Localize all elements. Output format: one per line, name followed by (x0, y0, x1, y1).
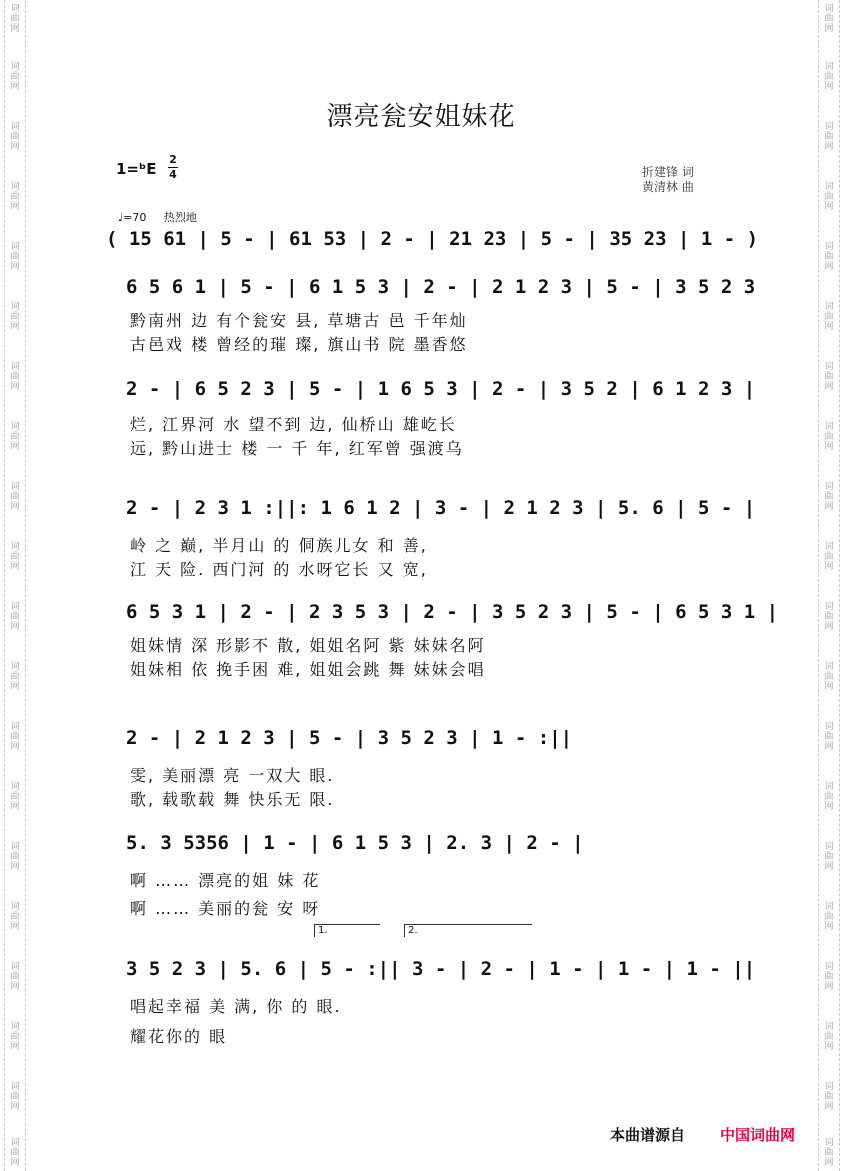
watermark-text: 词 曲 网 (10, 482, 20, 512)
watermark-text: 词 曲 网 (824, 362, 834, 392)
lyric-verse-1: 雯, 美丽漂 亮 一双大 眼. (130, 766, 335, 785)
notes-line: 5. 3 5356 | 1 - | 6 1 5 3 | 2. 3 | 2 - | (126, 832, 584, 854)
watermark-text: 词 曲 网 (824, 542, 834, 572)
site-name-link[interactable]: 中国词曲网 (720, 1126, 796, 1144)
right-watermark-strip (818, 0, 840, 1171)
tempo-expression: 热烈地 (163, 211, 197, 224)
left-watermark-strip (4, 0, 26, 1171)
notes-line: ( 15 61 | 5 - | 61 53 | 2 - | 21 23 | 5 - | 35 23 | 1 - ) (106, 228, 759, 250)
time-signature (168, 154, 178, 181)
lyric-verse-2: 耀花你的 眼 (130, 1027, 228, 1046)
lyric-verse-1: 啊 …… 漂亮的姐 妹 花 (130, 871, 321, 890)
composer-role: 曲 (681, 180, 694, 194)
watermark-text: 词 曲 网 (10, 182, 20, 212)
watermark-text: 词 曲 网 (824, 722, 834, 752)
watermark-text: 词 曲 网 (10, 842, 20, 872)
notes-line: 2 - | 2 1 2 3 | 5 - | 3 5 2 3 | 1 - :|| (126, 727, 573, 749)
watermark-text: 词 曲 网 (824, 1082, 834, 1112)
composer-credit (642, 178, 694, 195)
watermark-text: 词 曲 网 (10, 1022, 20, 1052)
lyricist-name: 折建锋 (642, 165, 679, 179)
watermark-text: 词 曲 网 (824, 4, 834, 34)
notes-line: 3 5 2 3 | 5. 6 | 5 - :|| 3 - | 2 - | 1 - | 1 - | 1 - || (126, 958, 756, 980)
watermark-text: 词 曲 网 (10, 962, 20, 992)
source-label: 本曲谱源自 (610, 1126, 686, 1144)
watermark-text: 词 曲 网 (10, 542, 20, 572)
lyric-verse-1: 姐妹情 深 形影不 散, 姐姐名阿 紫 妹妹名阿 (130, 636, 486, 655)
lyric-verse-1: 黔南州 边 有个瓮安 县, 草塘古 邑 千年灿 (130, 311, 468, 330)
watermark-text: 词 曲 网 (824, 782, 834, 812)
notes-line: 2 - | 2 3 1 :||: 1 6 1 2 | 3 - | 2 1 2 3 | 5. 6 | 5 - | (126, 497, 756, 519)
watermark-text: 词 曲 网 (824, 1138, 834, 1168)
watermark-text: 词 曲 网 (824, 842, 834, 872)
watermark-text: 词 曲 网 (824, 1022, 834, 1052)
tempo-marking (118, 209, 197, 225)
tempo-mark: ♩=70 (118, 211, 147, 224)
watermark-text: 词 曲 网 (824, 302, 834, 332)
lyric-verse-1: 唱起幸福 美 满, 你 的 眼. (130, 997, 342, 1016)
watermark-text: 词 曲 网 (10, 1082, 20, 1112)
watermark-text: 词 曲 网 (10, 602, 20, 632)
lyricist-role: 词 (681, 165, 694, 179)
watermark-text: 词 曲 网 (10, 722, 20, 752)
lyric-verse-2: 古邑戏 楼 曾经的璀 璨, 旗山书 院 墨香悠 (130, 335, 468, 354)
lyric-verse-2: 啊 …… 美丽的瓮 安 呀 (130, 899, 321, 918)
watermark-text: 词 曲 网 (824, 662, 834, 692)
lyric-verse-1: 岭 之 巅, 半月山 的 侗族儿女 和 善, (130, 536, 428, 555)
watermark-text: 词 曲 网 (10, 422, 20, 452)
watermark-text: 词 曲 网 (10, 302, 20, 332)
watermark-text: 词 曲 网 (824, 242, 834, 272)
first-ending-bracket: 1. (314, 924, 380, 937)
lyric-verse-2: 歌, 载歌载 舞 快乐无 限. (130, 790, 335, 809)
watermark-text: 词 曲 网 (10, 1138, 20, 1168)
lyric-verse-2: 远, 黔山进士 楼 一 千 年, 红军曾 强渡乌 (130, 439, 464, 458)
watermark-text: 词 曲 网 (824, 962, 834, 992)
composer-name: 黄清林 (642, 180, 679, 194)
lyric-verse-1: 烂, 江界河 水 望不到 边, 仙桥山 雄屹长 (130, 415, 457, 434)
watermark-text: 词 曲 网 (824, 602, 834, 632)
lyric-verse-2: 江 天 险. 西门河 的 水呀它长 又 宽, (130, 560, 428, 579)
watermark-text: 词 曲 网 (10, 902, 20, 932)
time-signature-top: 2 (169, 153, 177, 166)
watermark-text: 词 曲 网 (824, 182, 834, 212)
notes-line: 6 5 3 1 | 2 - | 2 3 5 3 | 2 - | 3 5 2 3 | 5 - | 6 5 3 1 | (126, 601, 779, 623)
watermark-text: 词 曲 网 (10, 242, 20, 272)
lyric-verse-2: 姐妹相 依 挽手困 难, 姐姐会跳 舞 妹妹会唱 (130, 660, 486, 679)
watermark-text: 词 曲 网 (10, 62, 20, 92)
watermark-text: 词 曲 网 (10, 362, 20, 392)
watermark-text: 词 曲 网 (824, 122, 834, 152)
key-signature: 1=ᵇE (116, 160, 157, 178)
watermark-text: 词 曲 网 (10, 4, 20, 34)
notes-line: 2 - | 6 5 2 3 | 5 - | 1 6 5 3 | 2 - | 3 5 2 | 6 1 2 3 | (126, 378, 756, 400)
time-signature-bottom: 4 (169, 168, 177, 181)
watermark-text: 词 曲 网 (824, 62, 834, 92)
watermark-text: 词 曲 网 (10, 662, 20, 692)
notes-line: 6 5 6 1 | 5 - | 6 1 5 3 | 2 - | 2 1 2 3 | 5 - | 3 5 2 3 (126, 276, 756, 298)
watermark-text: 词 曲 网 (10, 782, 20, 812)
song-title: 漂亮瓮安姐妹花 (326, 102, 516, 132)
watermark-text: 词 曲 网 (824, 482, 834, 512)
watermark-text: 词 曲 网 (824, 422, 834, 452)
watermark-text: 词 曲 网 (10, 122, 20, 152)
watermark-text: 词 曲 网 (824, 902, 834, 932)
second-ending-bracket: 2. (404, 924, 532, 937)
